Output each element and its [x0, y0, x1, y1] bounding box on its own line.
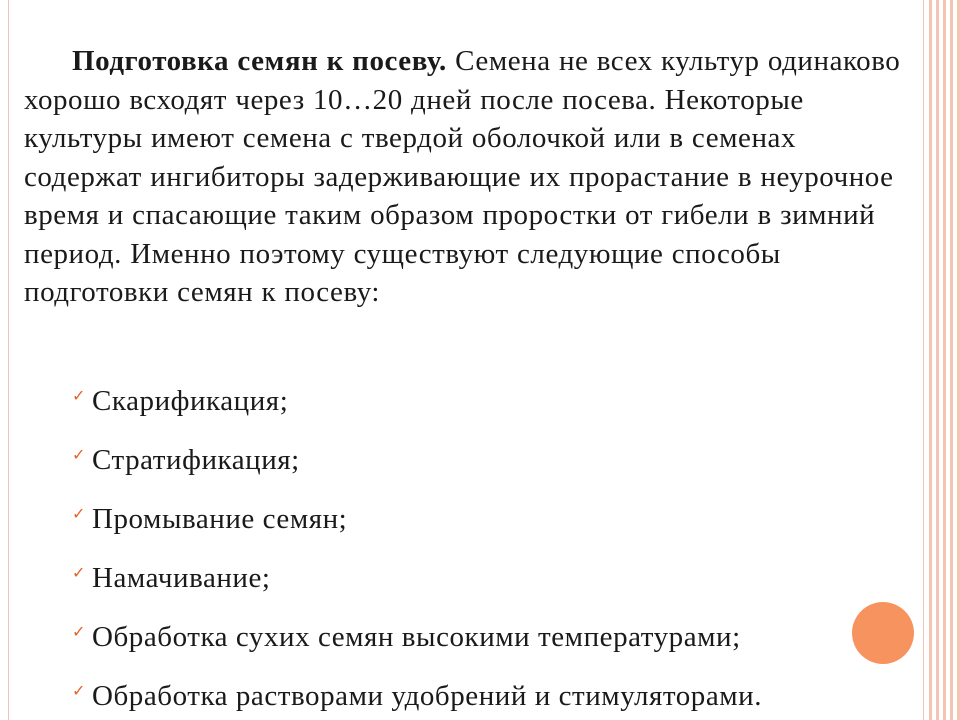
check-icon: ✓ [72, 563, 86, 582]
list-item-text: Намачивание; [92, 562, 271, 594]
slide-content [24, 42, 916, 712]
intro-lead: Подготовка семян к посеву. [72, 45, 447, 77]
list-item-text: Промывание семян; [92, 503, 348, 535]
list-item [72, 608, 762, 667]
check-icon: ✓ [72, 622, 86, 641]
list-item [72, 431, 762, 490]
list-item [72, 549, 762, 608]
check-icon: ✓ [72, 504, 86, 523]
list-item [72, 490, 762, 549]
check-icon: ✓ [72, 681, 86, 700]
methods-list [72, 372, 762, 720]
check-icon: ✓ [72, 386, 86, 405]
list-item [72, 372, 762, 431]
check-icon: ✓ [72, 445, 86, 464]
list-item [72, 667, 762, 720]
decorative-stripes [927, 0, 960, 720]
list-item-text: Обработка сухих семян высокими температурами; [92, 621, 741, 653]
list-item-text: Обработка растворами удобрений и стимуляторами. [92, 680, 763, 712]
intro-paragraph [24, 42, 916, 312]
list-item-text: Стратификация; [92, 444, 300, 476]
intro-text: Семена не всех культур одинаково хорошо всходят через 10…20 дней после посева. Некоторые культуры имеют семена с твердой оболочкой или в семенах содержат ингибиторы задерживающие их прорастание в неурочное время и спасающие таким образом проростки от гибели в зимний период. Именно поэтому существуют следующие способы подготовки семян к посеву: [24, 45, 901, 308]
list-item-text: Скарификация; [92, 385, 289, 417]
decorative-circle [852, 602, 914, 664]
